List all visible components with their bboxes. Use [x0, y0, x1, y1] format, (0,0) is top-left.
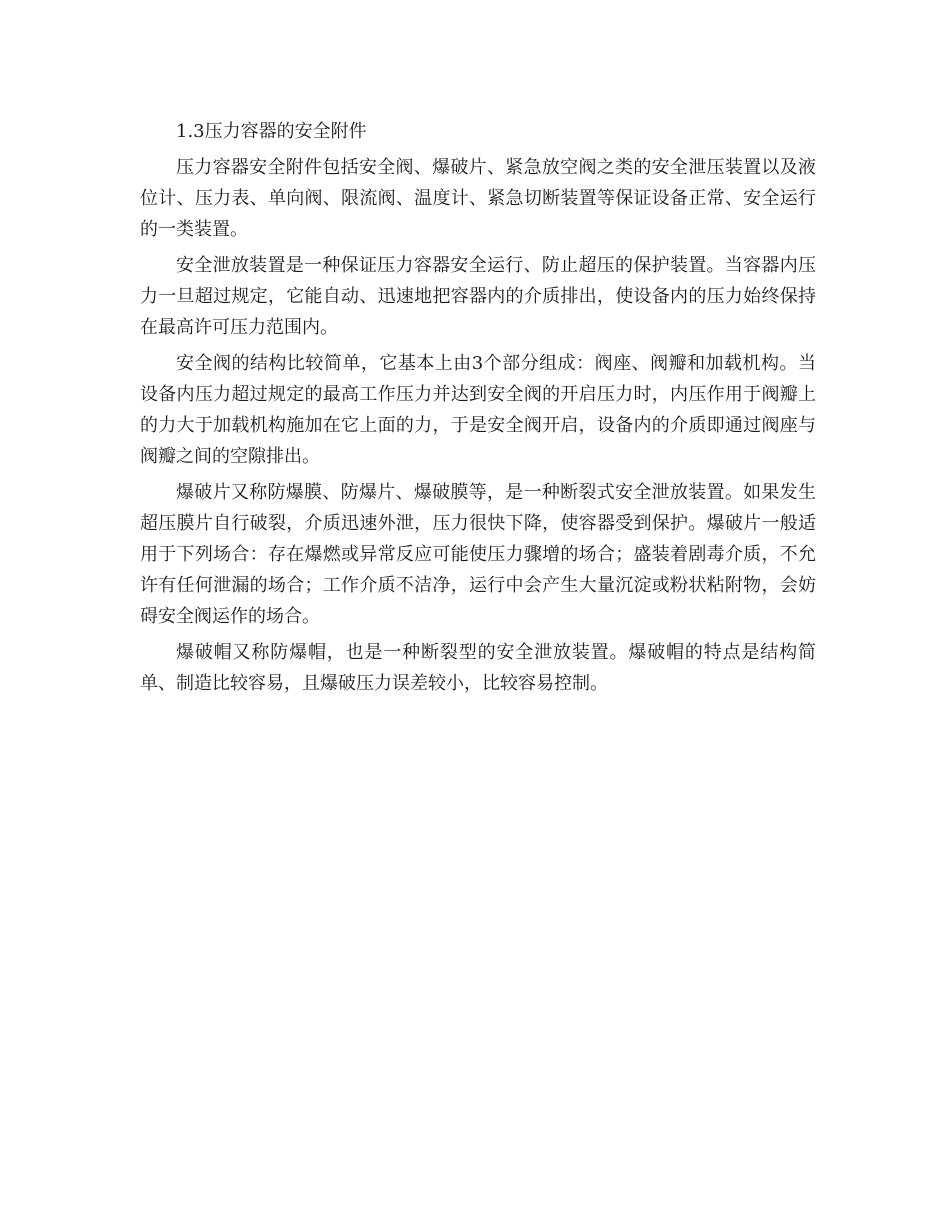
paragraph-bursting-disc: 爆破片又称防爆膜、防爆片、爆破膜等，是一种断裂式安全泄放装置。如果发生超压膜片自行破裂，介质迅速外泄，压力很快下降，使容器受到保护。爆破片一般适用于下列场合：存在爆燃或异常反应可能使压力骤增的场合；盛装着剧毒介质，不允许有任何泄漏的场合；工作介质不洁净，运行中会产生大量沉淀或粉状粘附物，会妨碍安全阀运作的场合。 [140, 482, 816, 627]
document-body [140, 116, 816, 704]
paragraph-safety-valve: 安全阀的结构比较简单，它基本上由3个部分组成：阀座、阀瓣和加载机构。当设备内压力超过规定的最高工作压力并达到安全阀的开启压力时，内压作用于阀瓣上的力大于加载机构施加在它上面的力，于是安全阀开启，设备内的介质即通过阀座与阀瓣之间的空隙排出。 [140, 353, 816, 467]
paragraph-relief-device: 安全泄放装置是一种保证压力容器安全运行、防止超压的保护装置。当容器内压力一旦超过规定，它能自动、迅速地把容器内的介质排出，使设备内的压力始终保持在最高许可压力范围内。 [140, 255, 816, 338]
paragraph-safety-accessories: 压力容器安全附件包括安全阀、爆破片、紧急放空阀之类的安全泄压装置以及液位计、压力表、单向阀、限流阀、温度计、紧急切断装置等保证设备正常、安全运行的一类装置。 [140, 157, 816, 240]
paragraph-bursting-cap: 爆破帽又称防爆帽，也是一种断裂型的安全泄放装置。爆破帽的特点是结构简单、制造比较容易，且爆破压力误差较小，比较容易控制。 [140, 642, 816, 694]
section-heading: 1.3压力容器的安全附件 [176, 121, 367, 142]
